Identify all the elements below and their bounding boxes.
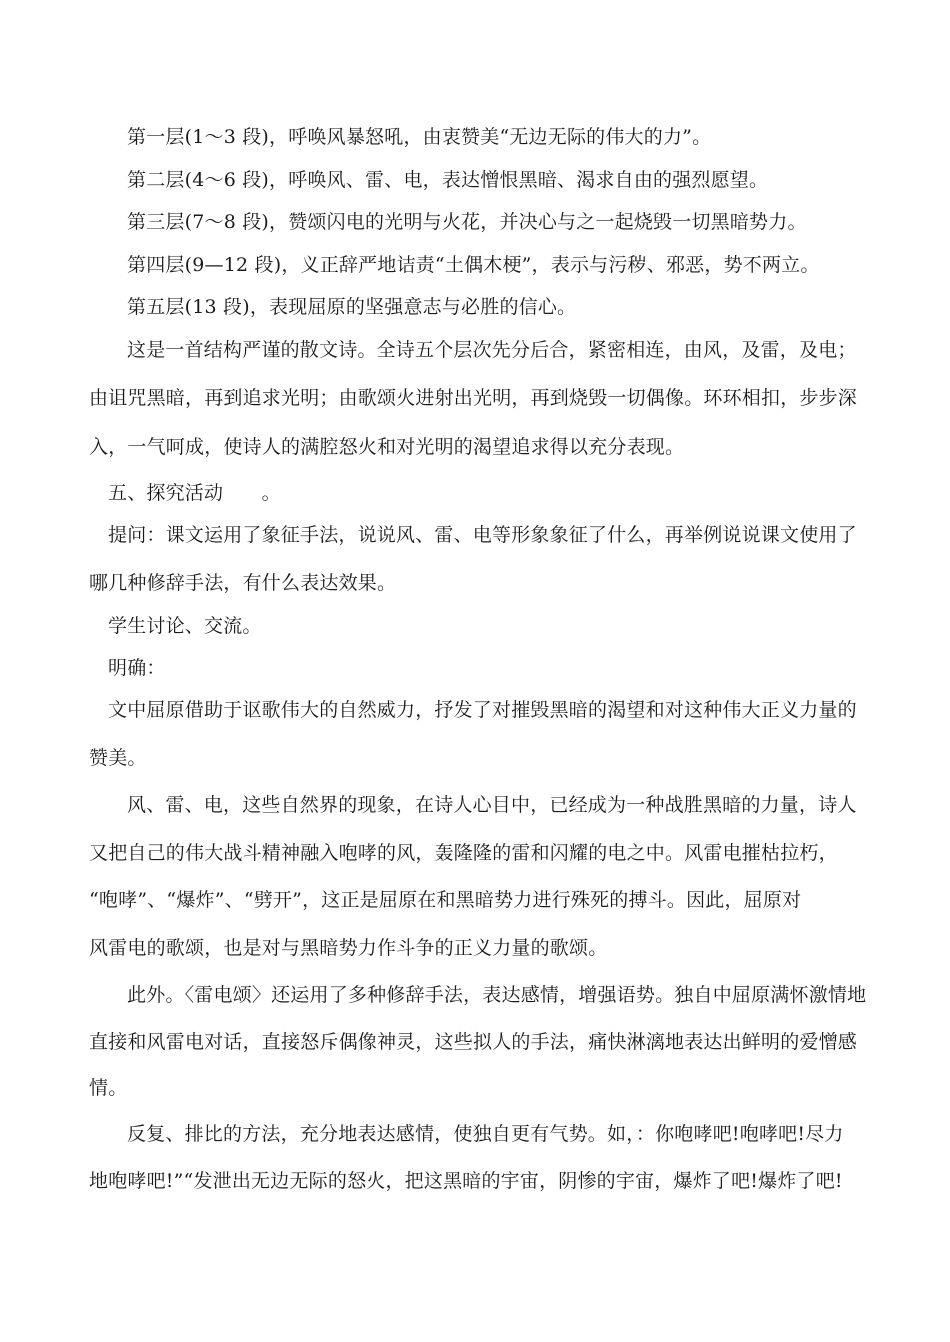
summary-paragraph-line-3: 入，一气呵成，使诗人的满腔怒火和对光明的渴望追求得以充分表现。 [89, 436, 685, 458]
layer-one-line: 第一层(1～3 段)，呼唤风暴怒吼，由衷赞美“无边无际的伟大的力”。 [127, 126, 712, 148]
wind-thunder-paragraph-line-1: 风、雷、电，这些自然界的现象，在诗人心目中，已经成为一种战胜黑暗的力量，诗人 [127, 794, 857, 816]
wind-thunder-paragraph-line-2: 又把自己的伟大战斗精神融入咆哮的风，轰隆隆的雷和闪耀的电之中。风雷电摧枯拉朽， [89, 842, 838, 864]
rhetoric-paragraph-line-1: 此外。〈雷电颂〉还运用了多种修辞手法，表达感情，增强语势。独自中屈原满怀激情地 [127, 984, 867, 1006]
repetition-paragraph-line-1: 反复、排比的方法，充分地表达感情，使独自更有气势。如，：你咆哮吧!咆哮吧!尽力 [127, 1123, 844, 1145]
section-heading: 五、探究活动 。 [108, 482, 281, 504]
question-line-1: 提问：课文运用了象征手法，说说风、雷、电等形象象征了什么，再举例说说课文使用了 [108, 524, 857, 546]
rhetoric-paragraph-line-2: 直接和风雷电对话，直接怒斥偶像神灵，这些拟人的手法，痛快淋漓地表达出鲜明的爱憎感 [89, 1031, 858, 1053]
wind-thunder-paragraph-line-3: “咆哮”、“爆炸”、“劈开”，这正是屈原在和黑暗势力进行殊死的搏斗。因此，屈原对 [89, 889, 802, 911]
layer-three-line: 第三层(7～8 段)，赞颂闪电的光明与火花，并决心与之一起烧毁一切黑暗势力。 [127, 211, 807, 233]
summary-paragraph-line-1: 这是一首结构严谨的散文诗。全诗五个层次先分后合，紧密相连，由风，及雷，及电； [127, 339, 857, 361]
repetition-paragraph-line-2: 地咆哮吧!”“发泄出无边无际的怒火，把这黑暗的宇宙，阴惨的宇宙，爆炸了吧!爆炸了吧! [89, 1170, 843, 1192]
answer-line-1: 文中屈原借助于讴歌伟大的自然威力，抒发了对摧毁黑暗的渴望和对这种伟大正义力量的 [108, 699, 857, 721]
layer-four-line: 第四层(9—12 段)，义正辞严地诘责“土偶木梗”，表示与污秽、邪恶，势不两立。 [127, 254, 820, 276]
layer-five-line: 第五层(13 段)，表现屈原的坚强意志与必胜的信心。 [127, 296, 577, 318]
wind-thunder-paragraph-line-4: 风雷电的歌颂，也是对与黑暗势力作斗争的正义力量的歌颂。 [89, 937, 608, 959]
rhetoric-paragraph-line-3: 情。 [89, 1077, 128, 1099]
discussion-line: 学生讨论、交流。 [108, 615, 262, 637]
layer-two-line: 第二层(4～6 段)，呼唤风、雷、电，表达憎恨黑暗、渴求自由的强烈愿望。 [127, 169, 769, 191]
answer-line-2: 赞美。 [89, 747, 147, 769]
summary-paragraph-line-2: 由诅咒黑暗，再到追求光明；由歌颂火进射出光明，再到烧毁一切偶像。环环相扣，步步深 [89, 387, 858, 409]
clarify-label: 明确： [108, 657, 166, 679]
question-line-2: 哪几种修辞手法，有什么表达效果。 [89, 572, 397, 594]
